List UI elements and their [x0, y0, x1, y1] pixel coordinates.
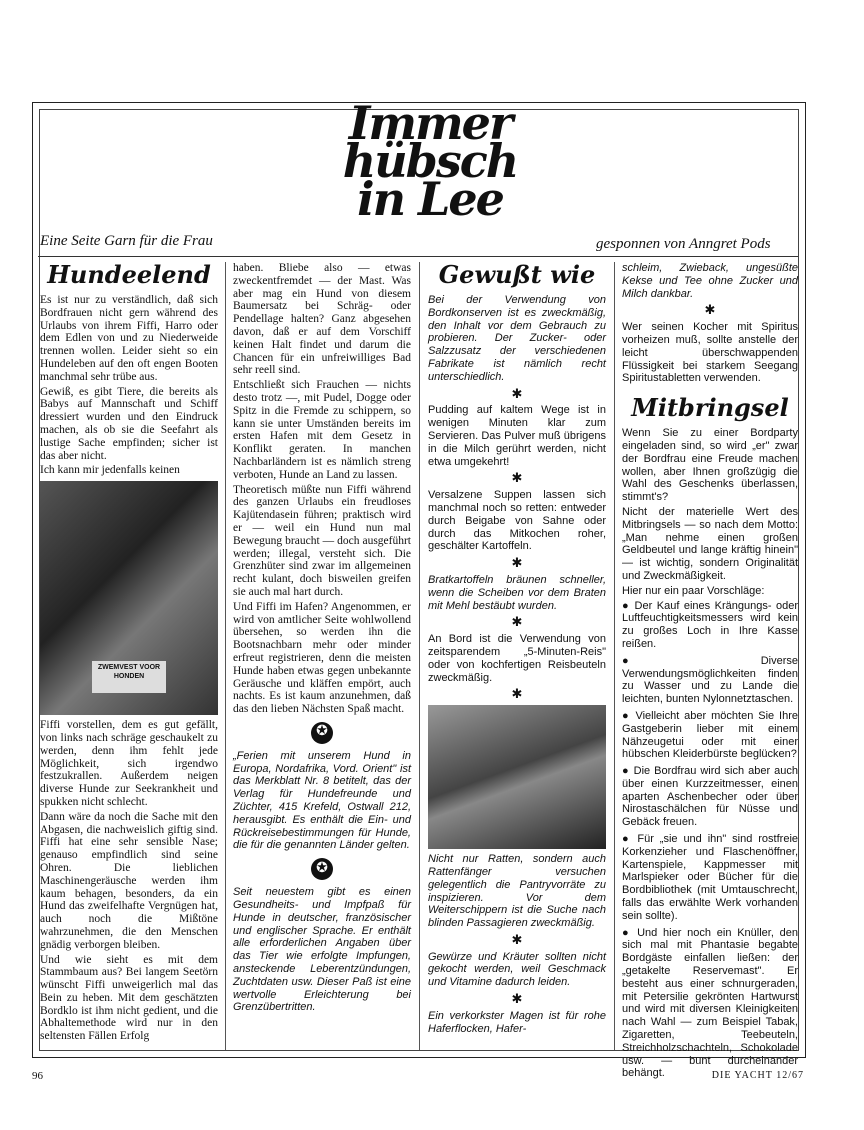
list-item: ● Und hier noch ein Knüller, den sich mal mit Phantasie begabte Bordgäste einfallen ließen: der „getakelte Reservemast". Er besteht aus einer schnurgeraden, mit Petersilie gekrönten Hartwurst und wird mit diversen Kleinigkeiten nach Wahl — zum Beispiel Tabak, Zigaretten, Teebeuteln, Streichholzschachteln, Schokolade usw. — bunt durcheinander behängt.: [622, 927, 798, 1081]
paragraph: Ein verkorkster Magen ist für rohe Haferflocken, Hafer-: [428, 1009, 606, 1035]
star-icon: ✱: [704, 302, 716, 318]
paragraph: Pudding auf kaltem Wege ist in wenigen Minuten klar zum Servieren. Das Pulver muß übrigens in die Milch gerührt werden, nicht etwa umgekehrt!: [428, 404, 606, 468]
paragraph: Bei der Verwendung von Bordkonserven ist es zweckmäßig, den Inhalt vor dem Gebrauch zu probieren. Der Zucker- oder Salzzusatz der verschiedenen Fabrikate ist nämlich recht unterschiedlich.: [428, 294, 606, 383]
photo-caption: Nicht nur Ratten, sondern auch Rattenfänger versuchen gelegentlich die Pantryvorräte zu inspizieren. Vor dem Weiterschippern ist die Suche nach blinden Passagieren zweckmäßig.: [428, 853, 606, 930]
list-item: ● Die Bordfrau wird sich aber auch über einen Kurzzeitmesser, einen aparten Aschenbecher oder über Nirostaschälchen für Nüsse und Gebäck freuen.: [622, 765, 798, 829]
paragraph: Hier nur ein paar Vorschläge:: [622, 584, 765, 597]
paragraph: Nicht der materielle Wert des Mitbringsels — so nach dem Motto: „Man nehme einen großen Geldbeutel und lange kräftig hinein" — ist wichtig, sondern Originalität und Zweckmäßigkeit.: [622, 505, 798, 582]
star-icon: ✱: [511, 555, 523, 571]
paragraph: Theoretisch müßte nun Fiffi während des ganzen Urlaubs ein freudloses Kajütendasein führen; praktisch wird er — weil ein Hund nun mal Bewegung braucht — doch ausgeführt werden; illegal, versteht sich. Die Grenzhüter sind zwar im allgemeinen recht kulant, doch bisweilen greifen sie auch mal hart durch.: [233, 483, 411, 598]
list-item: ● Für „sie und ihn" sind rostfreie Korkenzieher und Flaschenöffner, Kartenspiele, Kappmesser mit Marlspieker oder Bücher für die Bordbibliothek (mit Umtauschrecht, falls das erwählte Werk vorhanden sein sollte).: [622, 833, 798, 923]
column-3: [428, 262, 606, 1037]
star-icon: ✱: [511, 385, 523, 401]
star-badge-icon: ✪: [311, 858, 333, 880]
column-divider: [225, 262, 226, 1050]
list-item: ● Vielleicht aber möchten Sie Ihre Gastgeberin lieber mit einem Nähzeugetui oder mit einer hübschen Kleiderbürste beglücken?: [622, 710, 798, 761]
paragraph: Ich kann mir jedenfalls keinen: [40, 464, 180, 477]
paragraph: Gewiß, es gibt Tiere, die bereits als Babys auf Mannschaft und Schiff dressiert wurden und den Eindruck machen, als ob sie die Seefahrt als lustige Sache empfinden; sicher ist das aber nicht.: [40, 385, 218, 462]
photo-sign: ZWEMVEST VOOR HONDEN: [92, 661, 166, 693]
column-divider: [614, 262, 615, 1050]
star-icon: ✱: [511, 686, 523, 702]
page-title: Immer hübsch in Lee: [342, 96, 518, 226]
paragraph: haben. Bliebe also — etwas zweckentfremdet — der Mast. Was aber mag ein Hund von diesem Baumersatz bei Schräg- oder Pendellage halten? Ganz abgesehen davon, daß er auf dem Vorschiff keinen Halt findet und darum die Chancen für ein unfreiwilliges Bad sehr reell sind.: [233, 262, 411, 377]
page-number: 96: [32, 1070, 43, 1082]
section-heading-hundeelend: Hundeelend: [47, 260, 211, 289]
paragraph: Entschließt sich Frauchen — nichts desto trotz —, mit Pudel, Dogge oder Spitz in die Fremde zu schippern, so kann sie unter Umständen bereits im ersten Hafen mit dem Gesetz in Konflikt geraten. In manchen Nachbarländern ist es nämlich streng verboten, Hunde an Land zu lassen.: [233, 379, 411, 481]
paragraph: Fiffi vorstellen, dem es gut gefällt, von links nach schräge geschaukelt zu werden, denn ihm fehlt jede Möglichkeit, sich irgendwo festzukrallen. Außerdem neigen diverse Hunde zur Seekrankheit und spukken nicht schlecht.: [40, 719, 218, 808]
star-icon: ✱: [511, 991, 523, 1007]
section-heading-mitbringsel: Mitbringsel: [631, 393, 789, 423]
column-divider: [419, 262, 420, 1050]
paragraph: Und Fiffi im Hafen? Angenommen, er wird von amtlicher Seite wohlwollend übersehen, so werden ihn die Bootsnachbarn mehr oder minder erfreut registrieren, denn die meisten Hunde haben etwas gegen unbekannte Geräusche und kläffen empört, auch nachts. Es ist kaum anzunehmen, daß das den lieben Nächsten Spaß macht.: [233, 600, 411, 716]
column-2: [233, 262, 411, 1016]
star-icon: ✱: [511, 614, 523, 630]
paragraph: Wenn Sie zu einer Bordparty eingeladen sind, so wird „er" zwar der Bordfrau eine Freude machen wollen, aber Ihnen großzügig die Wahl des Geschenks überlassen, stimmt's?: [622, 427, 798, 504]
star-icon: ✱: [511, 470, 523, 486]
cat-photo: [428, 705, 606, 849]
paragraph: Bratkartoffeln bräunen schneller, wenn die Scheiben vor dem Braten mit Mehl bestäubt wurden.: [428, 573, 606, 612]
paragraph: Seit neuestem gibt es einen Gesundheits- und Impfpaß für Hunde in deutscher, französischer und englischer Sprache. Er enthält alle erforderlichen Angaben über das Tier wie erfolgte Impfungen, ansteckende Leberentzündungen, Zuchtdaten usw. Dieser Paß ist eine wertvolle Erleichterung bei Grenzübertritten.: [233, 886, 411, 1014]
paragraph: An Bord ist die Verwendung von zeitsparendem „5-Minuten-Reis" oder von kochfertigen Reisbeuteln zweckmäßig.: [428, 633, 606, 684]
magazine-issue: DIE YACHT 12/67: [711, 1070, 804, 1081]
suggestion-list: [622, 600, 798, 1081]
paragraph: schleim, Zwieback, ungesüßte Kekse und Tee ohne Zucker und Milch dankbar.: [622, 262, 798, 300]
paragraph: Es ist nur zu verständlich, daß sich Bordfrauen nicht gern während des Urlaubs von ihrem Fiffi, Harro oder dem Edlen von und zu Niederweide trennen wollen. Leider sieht so ein Hundeleben auf den oft engen Booten manchmal sehr trübe aus.: [40, 294, 218, 383]
list-item: ● Der Kauf eines Krängungs- oder Luftfeuchtigkeitsmessers wird kein zu großes Loch in Ihre Kasse reißen.: [622, 600, 798, 651]
star-badge-icon: ✪: [311, 722, 333, 744]
subtitle-left: Eine Seite Garn für die Frau: [40, 233, 213, 249]
column-4: [622, 262, 798, 1084]
star-icon: ✱: [511, 931, 523, 947]
column-1: [40, 262, 218, 1045]
header-divider: [38, 256, 798, 257]
paragraph: Gewürze und Kräuter sollten nicht gekocht werden, weil Geschmack und Vitamine dadurch leiden.: [428, 950, 606, 989]
section-heading-gewusst-wie: Gewußt wie: [438, 260, 596, 289]
paragraph: Und wie sieht es mit dem Stammbaum aus? Bei langem Seetörn wünscht Fiffi unweigerlich mal das Bein zu heben. Mit dem geschätzten Bordklo ist ihm nicht gedient, und die Abhaltemethode wird nur in den seltensten Fällen Erfolg: [40, 953, 218, 1043]
paragraph: „Ferien mit unserem Hund in Europa, Nordafrika, Vord. Orient" ist das Merkblatt Nr. 8 betitelt, das der Verlag für Hundefreunde und Züchter, 415 Krefeld, Ostwall 212, herausgibt. Es enthält die Ein- und Rückreisebestimmungen für Hunde, die für die genannten Länder gelten.: [233, 749, 411, 852]
subtitle-right: gesponnen von Anngret Pods: [596, 236, 771, 252]
dog-photo: [40, 481, 218, 715]
list-item: ● Diverse Verwendungsmöglichkeiten finden zu Wasser und zu Lande die leichten, bunten Nylonnetztaschen.: [622, 655, 798, 706]
paragraph: Versalzene Suppen lassen sich manchmal noch so retten: entweder durch Beigabe von Sahne oder durch das Mitkochen roher, geschälter Kartoffeln.: [428, 489, 606, 553]
paragraph: Dann wäre da noch die Sache mit den Abgasen, die nachweislich giftig sind. Fiffi hat eine sehr sensible Nase; genauso empfindlich sind seine Ohren. Die lieblichen Maschinengeräusche werden ihm kaum behagen, besonders, da ein Hund das zweifelhafte Vergnügen hat, auch noch die Mißtöne wahrzunehmen, die den Menschen gnädig verborgen bleiben.: [40, 810, 218, 951]
paragraph: Wer seinen Kocher mit Spiritus vorheizen muß, sollte anstelle der leicht überschwappenden Flüssigkeit bei starkem Seegang Spiritustabletten verwenden.: [622, 321, 798, 385]
